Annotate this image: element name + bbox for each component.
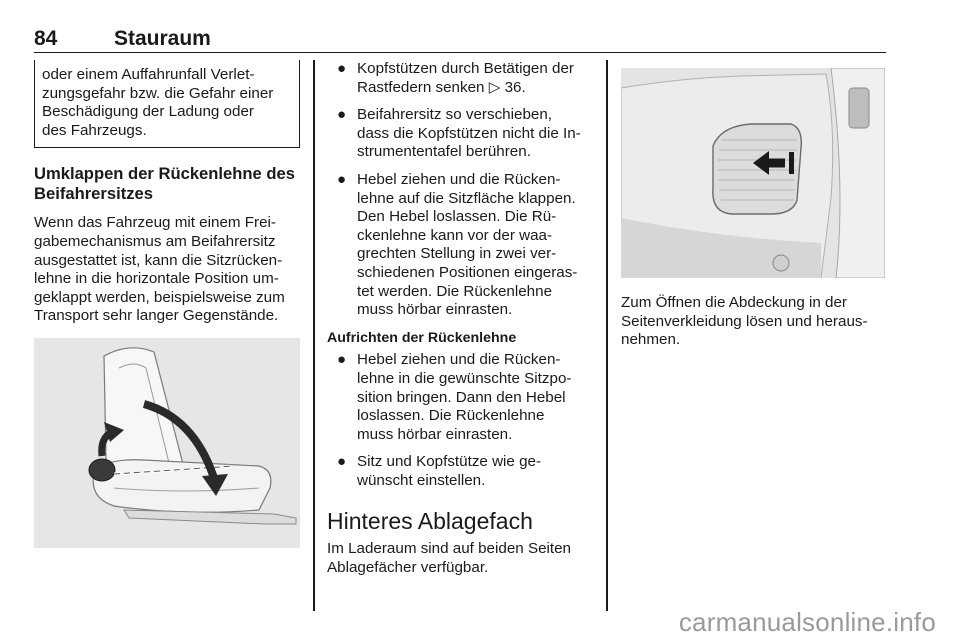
warning-line: des Fahrzeugs. (42, 121, 147, 139)
column-divider (313, 60, 315, 611)
paragraph-line: gabemechanismus am Beifahrersitz (34, 232, 276, 250)
section-heading: Hinteres Ablagefach (327, 508, 533, 535)
paragraph-line: Wenn das Fahrzeug mit einem Frei- (34, 214, 276, 232)
list-line: Rastfedern senken ▷ 36. (357, 78, 526, 96)
list-line: Kopfstützen durch Betätigen der (357, 60, 574, 77)
caption-line: nehmen. (621, 331, 681, 349)
paragraph-line: ausgestattet ist, kann die Sitzrücken- (34, 251, 283, 269)
column-right (621, 60, 887, 350)
bullet-dot: ● (337, 351, 347, 369)
list-line: Hebel ziehen und die Rücken- (357, 351, 561, 369)
warning-line: Beschädigung der Ladung oder (42, 103, 254, 121)
column-middle (327, 60, 593, 578)
list-line: dass die Kopfstützen nicht die In- (357, 124, 581, 142)
warning-box (34, 60, 300, 148)
list-item (327, 351, 593, 444)
paragraph-line: Transport sehr langer Gegenstände. (34, 307, 279, 325)
list-item (327, 453, 593, 490)
column-left (34, 60, 300, 548)
list-item (327, 60, 593, 97)
figure-caption (621, 294, 887, 350)
paragraph (327, 540, 593, 577)
paragraph-line: Ablagefächer verfügbar. (327, 559, 489, 577)
list-line: lehne auf die Sitzfläche klappen. (357, 189, 576, 207)
bullet-dot: ● (337, 60, 347, 77)
list-line: Beifahrersitz so verschieben, (357, 106, 552, 124)
watermark: carmanualsonline.info (678, 607, 936, 637)
list-line: ckenlehne kann vor der waa- (357, 226, 553, 244)
list-line: sition bringen. Dann den Hebel (357, 388, 566, 406)
caption-line: Seitenverkleidung lösen und heraus- (621, 312, 868, 330)
intro-paragraph (34, 214, 300, 326)
subheading: Aufrichten der Rückenlehne (327, 329, 517, 346)
list-line: wünscht einstellen. (357, 471, 486, 489)
paragraph-line: Im Laderaum sind auf beiden Seiten (327, 540, 572, 558)
page-number: 84 (34, 27, 58, 50)
list-line: muss hörbar einrasten. (357, 301, 513, 319)
list-line: muss hörbar einrasten. (357, 425, 513, 443)
list-line: strumententafel berühren. (357, 143, 531, 161)
seat-fold-illustration (34, 338, 300, 548)
list-line: schiedenen Positionen eingeras- (357, 263, 578, 281)
storage-compartment-illustration (621, 68, 885, 278)
heading-line: Beifahrersitzes (34, 184, 153, 204)
heading-line: Umklappen der Rückenlehne des (34, 164, 295, 184)
caption-line: Zum Öffnen die Abdeckung in der (621, 294, 847, 311)
page-header (34, 27, 886, 53)
list-item (327, 106, 593, 162)
column-divider (606, 60, 608, 611)
list-line: Hebel ziehen und die Rücken- (357, 170, 561, 188)
list-line: tet werden. Die Rückenlehne (357, 282, 553, 300)
paragraph-line: geklappt werden, beispielsweise zum (34, 288, 285, 306)
warning-line: zungsgefahr bzw. die Gefahr einer (42, 84, 274, 102)
list-line: Den Hebel loslassen. Die Rü- (357, 208, 557, 226)
list-line: loslassen. Die Rückenlehne (357, 407, 545, 425)
list-line: grechten Stellung in zwei ver- (357, 245, 557, 263)
bullet-dot: ● (337, 170, 347, 188)
paragraph-line: lehne in die horizontale Position um- (34, 270, 279, 288)
bullet-dot: ● (337, 106, 347, 124)
list-item (327, 171, 593, 320)
subsection-heading (34, 164, 300, 204)
list-line: Sitz und Kopfstütze wie ge- (357, 453, 542, 471)
section-title: Stauraum (114, 27, 211, 50)
list-line: lehne in die gewünschte Sitzpo- (357, 369, 572, 387)
bullet-dot: ● (337, 453, 347, 471)
warning-line: oder einem Auffahrunfall Verlet- (42, 66, 255, 83)
